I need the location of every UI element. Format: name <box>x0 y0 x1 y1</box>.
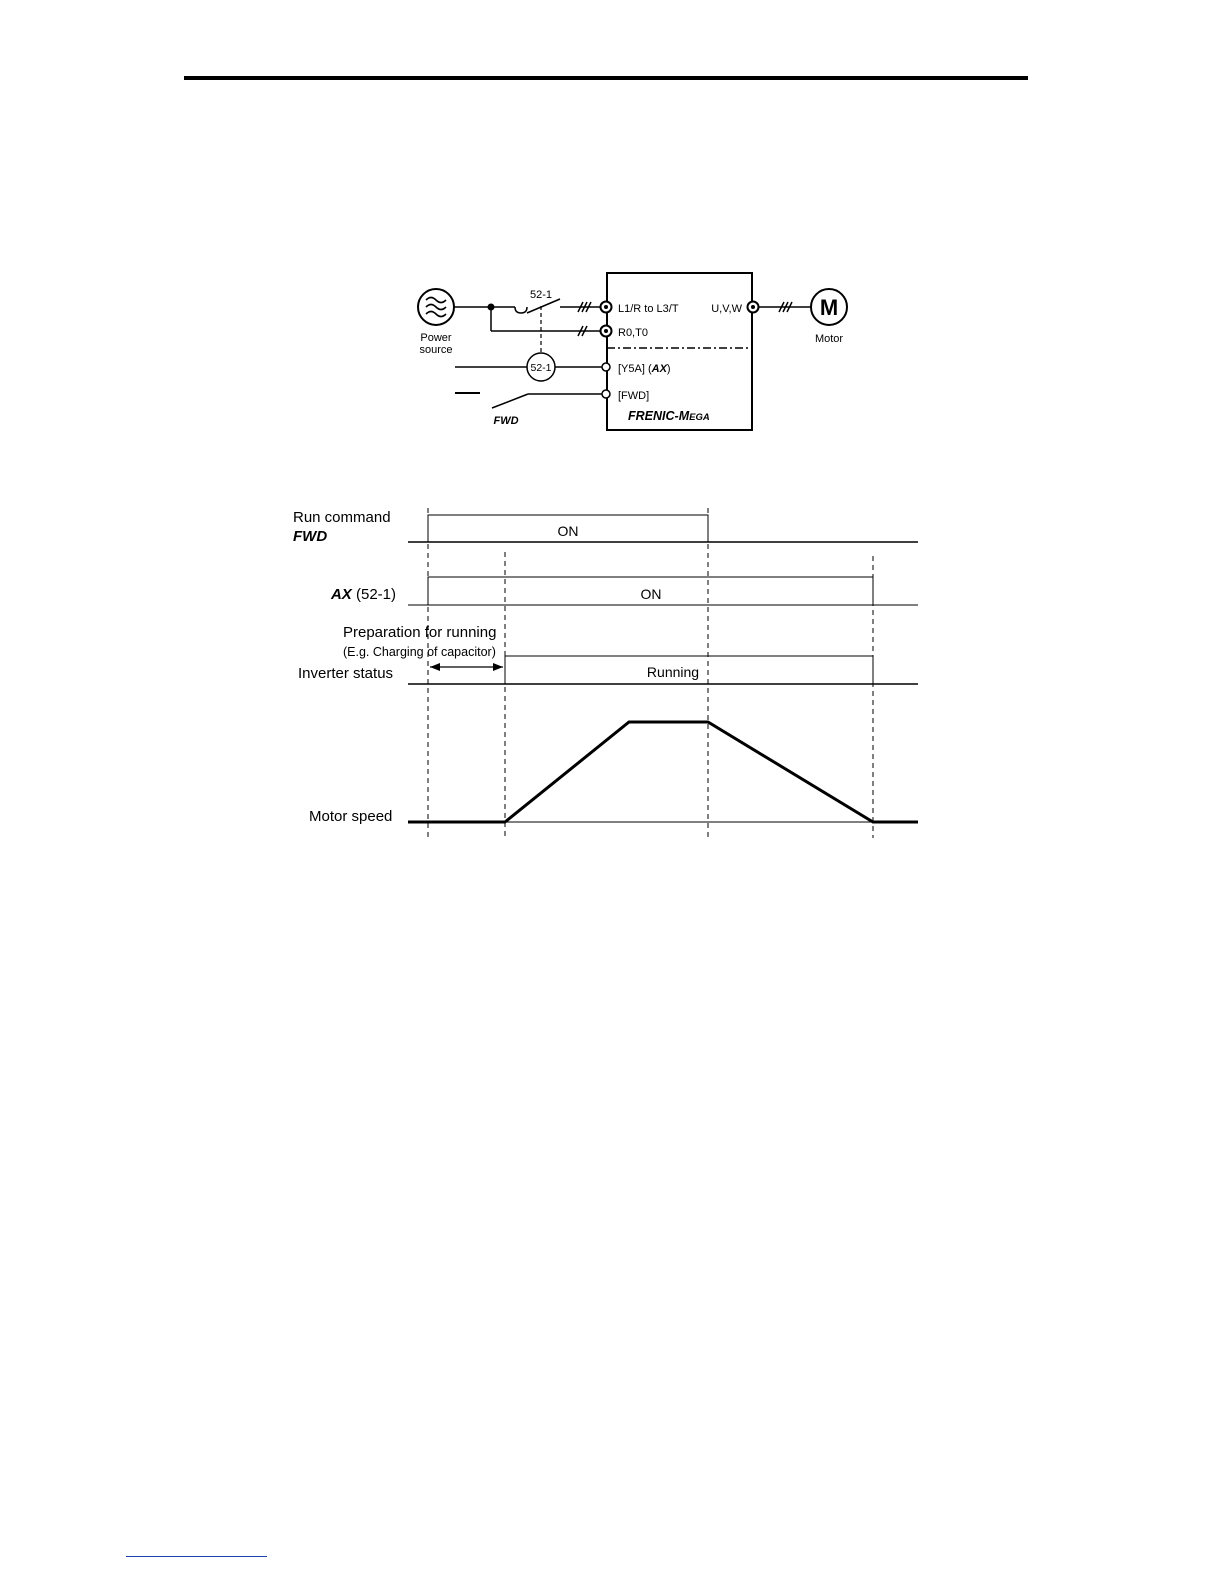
contactor-label: 52-1 <box>529 289 553 301</box>
terminal-uvw-icon <box>748 302 759 313</box>
output-terminal-label: U,V,W <box>711 303 742 315</box>
fwd-label: FWD <box>293 528 328 545</box>
fwd-on-text: ON <box>557 523 579 539</box>
prep-label: Preparation for running <box>343 624 497 641</box>
inverter-brand: FRENIC-MEGA <box>628 409 710 423</box>
motor-speed-curve <box>408 722 918 822</box>
terminal-aux-label: R0,T0 <box>618 327 648 339</box>
relay-coil-label: 52-1 <box>530 362 552 374</box>
footer-rule <box>126 1556 267 1557</box>
motor-label: Motor <box>814 333 844 345</box>
terminal-r0t0-icon <box>601 326 612 337</box>
terminal-main-label: L1/R to L3/T <box>618 303 679 315</box>
contactor-52-1 <box>515 307 527 313</box>
fwd-switch-label: FWD <box>493 415 519 427</box>
wiring-diagram <box>0 0 1224 460</box>
motor-speed-label: Motor speed <box>309 808 393 825</box>
inverter-box <box>607 273 752 430</box>
three-phase-mark <box>578 302 591 312</box>
inverter-status-label: Inverter status <box>298 665 394 682</box>
power-source-icon <box>418 289 454 325</box>
ax-on-text: ON <box>640 586 662 602</box>
run-command-label: Run command <box>293 509 391 526</box>
terminal-y5a-icon <box>602 363 610 371</box>
terminal-fwd-label: [FWD] <box>618 390 650 402</box>
terminal-l1-icon <box>601 302 612 313</box>
prep-duration-arrow <box>430 663 503 671</box>
power-source-label: Power <box>420 332 452 344</box>
terminal-fwd-icon <box>602 390 610 398</box>
ax-label: AX (52-1) <box>330 586 396 603</box>
three-phase-mark-output <box>779 302 792 312</box>
timing-chart <box>0 460 1224 1360</box>
motor-symbol: M <box>819 295 839 320</box>
prep-example-label: (E.g. Charging of capacitor) <box>343 645 496 659</box>
running-text: Running <box>646 664 700 680</box>
power-source-label-2: source <box>419 344 453 356</box>
terminal-y5a-label: [Y5A] (AX) <box>618 363 671 375</box>
